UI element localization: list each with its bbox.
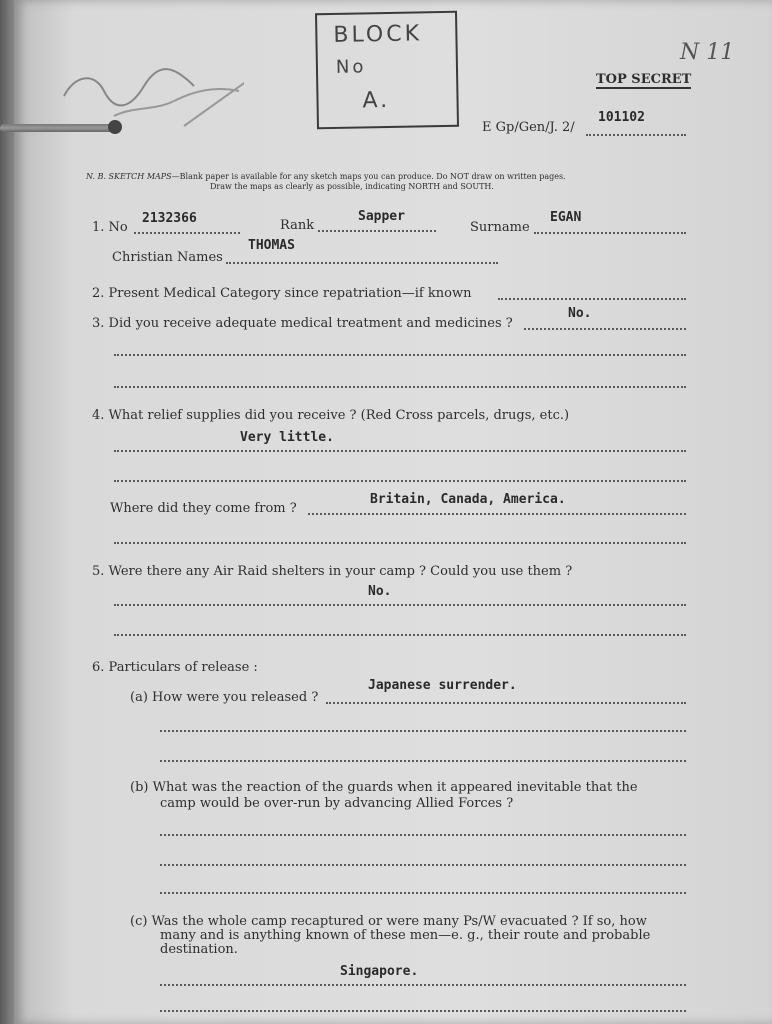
q5-line-1: [114, 596, 686, 606]
q3-answer: No.: [568, 306, 592, 321]
q4-where-answer: Britain, Canada, America.: [370, 492, 566, 507]
q4-line-1: [114, 442, 686, 452]
q6c-line-2: many and is anything known of these men—e. g., their route and probable: [160, 928, 651, 943]
q6a-line-1: [160, 722, 686, 732]
binding-string: [0, 124, 118, 132]
form-page: [14, 0, 772, 1024]
q2-dots: [498, 286, 686, 300]
note-prefix: N. B. SKETCH MAPS: [86, 172, 172, 181]
q6b-line-2: camp would be over-run by advancing Allied Forces ?: [160, 796, 514, 811]
stamp-line-3: A.: [362, 87, 391, 114]
q5-line-2: [114, 626, 686, 636]
q1-christian-label: Christian Names: [112, 250, 223, 265]
reference-label: E Gp/Gen/J. 2/: [482, 120, 575, 135]
q4-answer: Very little.: [240, 430, 334, 445]
q6b-line-1: (b) What was the reaction of the guards when it appeared inevitable that the: [130, 780, 638, 795]
stamp-line-1: BLOCK: [333, 21, 423, 48]
q6c-line-a: [160, 976, 686, 986]
q4-line-2: [114, 472, 686, 482]
q2-text: 2. Present Medical Category since repatriation—if known: [92, 286, 472, 301]
q1-rank-label: Rank: [280, 218, 315, 233]
q6a-line-2: [160, 752, 686, 762]
q6a-label: (a) How were you released ?: [130, 690, 319, 705]
q1-christian-value: THOMAS: [248, 238, 295, 253]
q6b-answer-line-3: [160, 884, 686, 894]
q1-number-value: 2132366: [142, 211, 197, 226]
corner-mark: N 11: [680, 40, 735, 65]
q3-text: 3. Did you receive adequate medical treatment and medicines ?: [92, 316, 513, 331]
q6c-line-3: destination.: [160, 942, 238, 957]
q4-line-3: [114, 534, 686, 544]
q1-number-label: 1. No: [92, 220, 128, 235]
note-line-2: Draw the maps as clearly as possible, indicating NORTH and SOUTH.: [210, 182, 494, 191]
q1-rank-value: Sapper: [358, 209, 405, 224]
binding-knot: [108, 120, 122, 134]
reference-number: 101102: [598, 110, 645, 125]
q3-extra-line-1: [114, 346, 686, 356]
block-stamp: [315, 11, 459, 129]
q6b-answer-line-2: [160, 856, 686, 866]
q3-extra-line-2: [114, 378, 686, 388]
stamp-line-2: No: [335, 56, 367, 78]
top-secret-label: TOP SECRET: [596, 72, 692, 87]
note-line-1: —Blank paper is available for any sketch maps you can produce. Do NOT draw on written pages.: [171, 172, 566, 181]
q4-text: 4. What relief supplies did you receive ? (Red Cross parcels, drugs, etc.): [92, 408, 570, 423]
q6b-answer-line-1: [160, 826, 686, 836]
q1-surname-label: Surname: [470, 220, 530, 235]
q3-dots: [524, 316, 686, 330]
q6a-answer: Japanese surrender.: [368, 678, 517, 693]
q5-answer: No.: [368, 584, 392, 599]
q6-text: 6. Particulars of release :: [92, 660, 258, 675]
q6c-answer: Singapore.: [340, 964, 419, 979]
q6c-line-b: [160, 1002, 686, 1012]
q6c-line-1: (c) Was the whole camp recaptured or were many Ps/W evacuated ? If so, how: [130, 914, 647, 929]
q5-text: 5. Were there any Air Raid shelters in your camp ? Could you use them ?: [92, 564, 573, 579]
q1-surname-value: EGAN: [550, 210, 582, 225]
q4-where-label: Where did they come from ?: [110, 501, 297, 516]
